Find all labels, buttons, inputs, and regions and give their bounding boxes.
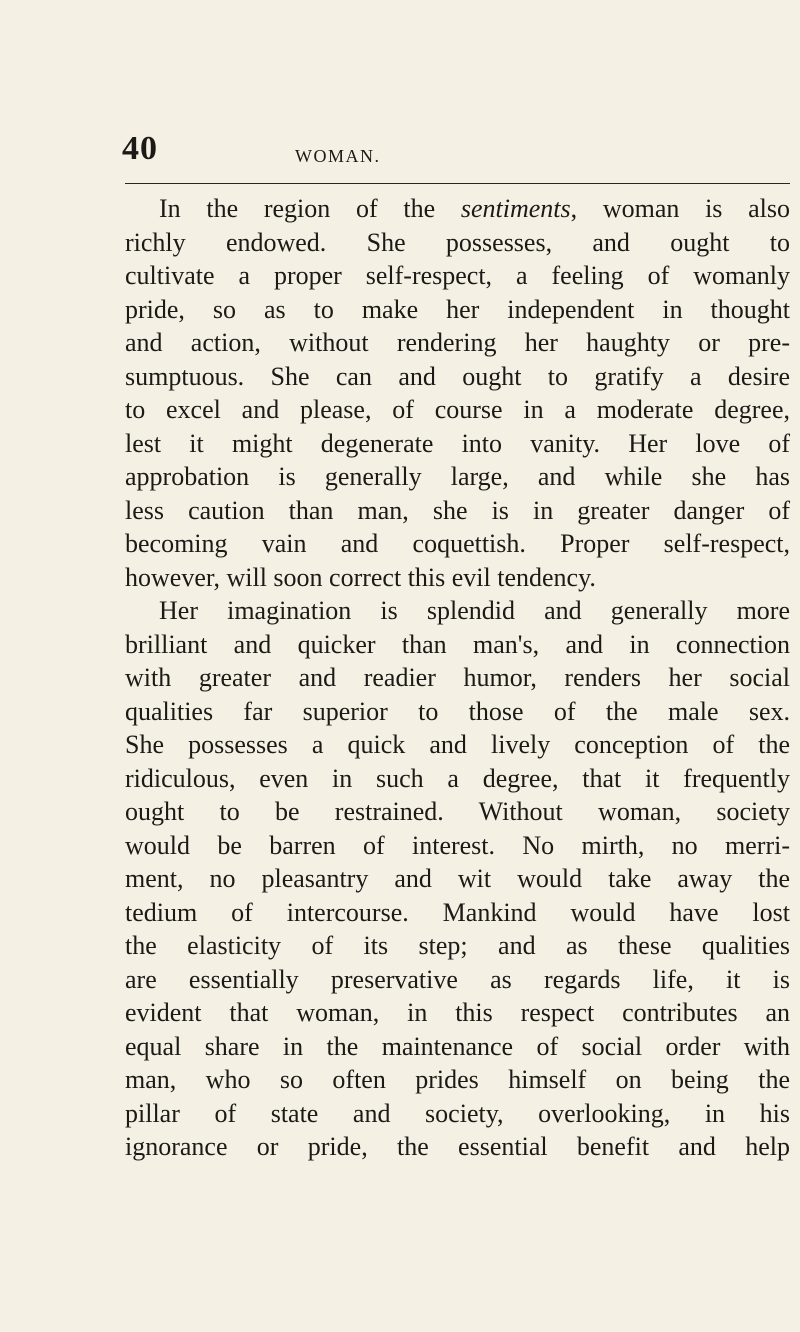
text-line [125, 1030, 790, 1064]
text-run: approbation is generally large, and while she has [125, 462, 790, 491]
text-run: pride, so as to make her independent in thought [125, 294, 790, 324]
text-line [125, 896, 790, 930]
text-run: In the region of the [159, 194, 461, 223]
text-line [125, 192, 790, 226]
page-number: 40 [122, 130, 158, 167]
text-line [125, 1130, 790, 1164]
text-run: are essentially preservative as regards life, it is [125, 964, 790, 994]
text-line [125, 527, 790, 561]
text-run: sumptuous. She can and ought to gratify a desire [125, 361, 790, 391]
text-run: ignorance or pride, the essential benefit and help [125, 1132, 790, 1161]
text-line [125, 695, 790, 729]
text-line [125, 795, 790, 829]
text-run: pillar of state and society, overlooking, in his [125, 1098, 790, 1128]
text-line [125, 494, 790, 528]
text-run: becoming vain and coquettish. Proper self-respect, [125, 529, 790, 558]
text-line [125, 226, 790, 260]
text-line [125, 996, 790, 1030]
text-line [125, 594, 790, 628]
text-line [125, 963, 790, 997]
running-title: WOMAN. [295, 146, 381, 166]
text-line [125, 661, 790, 695]
text-line [125, 1097, 790, 1131]
text-run: cultivate a proper self-respect, a feeling of womanly [125, 261, 790, 290]
text-line [125, 862, 790, 896]
text-run: would be barren of interest. No mirth, no merri- [125, 830, 790, 860]
text-run: to excel and please, of course in a moderate degree, [125, 395, 790, 424]
text-line [125, 360, 790, 394]
text-line [125, 326, 790, 360]
text-line [125, 728, 790, 762]
text-run: with greater and readier humor, renders her social [125, 663, 790, 692]
text-run: , woman is also [570, 194, 791, 223]
text-run: Her imagination is splendid and generally more [159, 596, 790, 625]
body-text [125, 192, 790, 1164]
text-run: ment, no pleasantry and wit would take away the [125, 864, 790, 893]
text-line [125, 628, 790, 662]
text-run: equal share in the maintenance of social order with [125, 1031, 790, 1061]
text-run: the elasticity of its step; and as these qualities [125, 931, 790, 960]
text-line [125, 929, 790, 963]
text-line [125, 762, 790, 796]
text-line [125, 561, 790, 595]
text-run: richly endowed. She possesses, and ought to [125, 227, 790, 257]
text-line [125, 427, 790, 461]
text-run: ridiculous, even in such a degree, that it frequently [125, 763, 790, 793]
header-rule [125, 183, 790, 184]
text-run: less caution than man, she is in greater danger of [125, 495, 790, 525]
text-line [125, 460, 790, 494]
text-run: brilliant and quicker than man's, and in connection [125, 629, 790, 659]
text-run: tedium of intercourse. Mankind would have lost [125, 897, 790, 927]
text-run: She possesses a quick and lively conception of the [125, 730, 790, 759]
text-run: man, who so often prides himself on being the [125, 1065, 790, 1094]
text-run: and action, without rendering her haughty or pre- [125, 328, 790, 357]
text-run: ought to be restrained. Without woman, society [125, 797, 790, 826]
text-line [125, 829, 790, 863]
text-run: qualities far superior to those of the male sex. [125, 696, 790, 726]
text-line [125, 393, 790, 427]
text-line [125, 259, 790, 293]
text-line [125, 1063, 790, 1097]
italic-run: sentiments [460, 194, 571, 223]
text-line [125, 293, 790, 327]
text-run: lest it might degenerate into vanity. Her love of [125, 428, 790, 458]
text-run: however, will soon correct this evil tendency. [125, 562, 596, 592]
text-run: evident that woman, in this respect contributes an [125, 998, 790, 1027]
